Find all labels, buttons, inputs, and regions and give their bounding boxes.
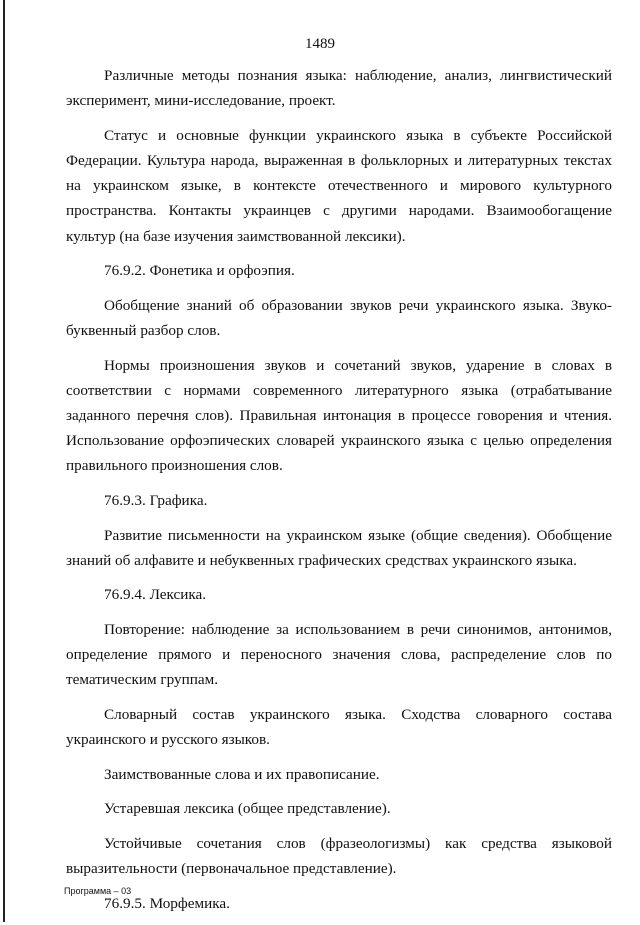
section-heading-lexicon: 76.9.4. Лексика. <box>104 586 207 604</box>
paragraph-writing: Развитие письменности на украинском языке (общие сведения). Обобщение знаний об алфавите и небуквенных графических средствах украинского языка. <box>66 526 612 569</box>
paragraph-status: Статус и основные функции украинского языка в субъекте Российской Федерации. Культура народа, выраженная в фольклорных и литературных текстах на украинском языке, в контексте отечественного и мирового культурного пространства. Контакты украинцев с другими народами. Взаимообогащение культур (на базе изучения заимствованной лексики). <box>66 126 612 245</box>
document-body <box>66 63 612 925</box>
paragraph-loanwords: Заимствованные слова и их правописание. <box>104 765 380 783</box>
paragraph-sound-formation: Обобщение знаний об образовании звуков речи украинского языка. Звуко-буквенный разбор слов. <box>66 296 612 339</box>
scan-edge-line <box>3 0 5 922</box>
paragraph-methods: Различные методы познания языка: наблюдение, анализ, лингвистический эксперимент, мини-исследование, проект. <box>66 67 612 110</box>
paragraph-vocabulary: Словарный состав украинского языка. Сходства словарного состава украинского и русского языков. <box>66 705 612 749</box>
section-heading-graphics: 76.9.3. Графика. <box>104 492 208 509</box>
paragraph-repetition: Повторение: наблюдение за использованием в речи синонимов, антонимов, определение прямого и переносного значения слова, распределение слов по тематическим группам. <box>66 620 612 689</box>
page-number: 1489 <box>305 36 335 52</box>
paragraph-idioms: Устойчивые сочетания слов (фразеологизмы) как средства языковой выразительности (первоначальное представление). <box>66 834 612 878</box>
footer-label: Программа – 03 <box>64 886 132 896</box>
section-heading-phonetics: 76.9.2. Фонетика и орфоэпия. <box>104 262 295 280</box>
section-heading-morphemics: 76.9.5. Морфемика. <box>104 894 230 912</box>
paragraph-archaic: Устаревшая лексика (общее представление). <box>104 800 391 818</box>
paragraph-pronunciation-norms: Нормы произношения звуков и сочетаний звуков, ударение в словах в соответствии с нормами современного литературного языка (отрабатывание заданного перечня слов). Правильная интонация в процессе говорения и чтения. Использование орфоэпических словарей украинского языка с целью определения правильного произношения слов. <box>66 356 612 475</box>
